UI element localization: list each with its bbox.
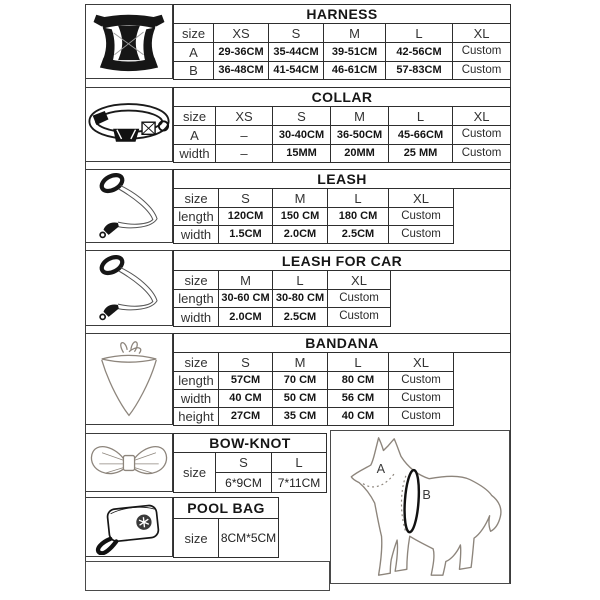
row-label: height: [174, 408, 219, 426]
col-header: S: [269, 24, 324, 43]
size-value: Custom: [389, 226, 454, 244]
bow-knot-size-table: [173, 433, 327, 493]
car-leash-image-box: [85, 250, 173, 326]
row-label: width: [174, 145, 216, 163]
bow-knot-image-box: [85, 433, 173, 492]
spacer-cell: [391, 271, 511, 290]
size-value: 2.0CM: [219, 308, 273, 327]
spacer-cell: [454, 390, 511, 408]
col-header: size: [174, 189, 219, 208]
size-value: Custom: [328, 308, 391, 327]
size-value: 180 CM: [328, 208, 389, 226]
spacer-cell: [454, 408, 511, 426]
size-value: Custom: [453, 62, 511, 80]
col-header: XL: [453, 107, 511, 126]
pool-bag-icon: [87, 499, 171, 555]
bow-knot-title: BOW-KNOT: [174, 434, 327, 453]
size-value: 45-66CM: [389, 126, 453, 145]
size-value: 39-51CM: [324, 43, 386, 62]
size-value: Custom: [389, 208, 454, 226]
col-header: M: [273, 353, 328, 372]
size-value: 57-83CM: [386, 62, 453, 80]
size-value: 41-54CM: [269, 62, 324, 80]
col-header: S: [216, 453, 272, 473]
chest-measure-label: B: [422, 488, 431, 503]
size-value: 35-44CM: [269, 43, 324, 62]
size-value: 25 MM: [389, 145, 453, 163]
leash-title: LEASH: [174, 170, 511, 189]
dog-measurement-diagram: [331, 431, 508, 581]
col-header: S: [219, 353, 273, 372]
spacer-cell: [454, 226, 511, 244]
col-header: XS: [216, 107, 273, 126]
col-header: size: [174, 353, 219, 372]
bottom-empty-box: [85, 561, 330, 591]
col-header: M: [273, 189, 328, 208]
size-value: 2.0CM: [273, 226, 328, 244]
collar-size-table: [173, 87, 511, 163]
size-value: 57CM: [219, 372, 273, 390]
col-header: M: [331, 107, 389, 126]
collar-image-box: [85, 87, 173, 162]
size-value: –: [216, 126, 273, 145]
harness-image-box: [85, 4, 173, 79]
pool-bag-image-box: [85, 497, 173, 557]
car-leash-icon: [89, 254, 169, 322]
neck-measure-label: A: [376, 461, 386, 476]
size-value: 8CM*5CM: [219, 519, 279, 558]
size-value: 1.5CM: [219, 226, 273, 244]
harness-size-table: [173, 4, 511, 80]
col-header: L: [273, 271, 328, 290]
size-value: 35 CM: [273, 408, 328, 426]
leash-size-table: [173, 169, 511, 244]
col-header: S: [273, 107, 331, 126]
spacer-cell: [454, 189, 511, 208]
size-value: –: [216, 145, 273, 163]
size-value: 80 CM: [328, 372, 389, 390]
col-header: size: [174, 24, 214, 43]
pool-bag-size-table: [173, 497, 279, 558]
size-value: 46-61CM: [324, 62, 386, 80]
row-label: size: [174, 453, 216, 493]
size-value: 2.5CM: [328, 226, 389, 244]
col-header: L: [328, 353, 389, 372]
leash-image-box: [85, 169, 173, 243]
size-value: Custom: [453, 126, 511, 145]
col-header: XL: [389, 353, 454, 372]
spacer-cell: [454, 372, 511, 390]
size-value: 56 CM: [328, 390, 389, 408]
row-label: length: [174, 208, 219, 226]
col-header: M: [324, 24, 386, 43]
spacer-cell: [454, 208, 511, 226]
col-header: XS: [214, 24, 269, 43]
col-header: L: [272, 453, 327, 473]
harness-title: HARNESS: [174, 5, 511, 24]
col-header: L: [386, 24, 453, 43]
col-header: XL: [453, 24, 511, 43]
col-header: XL: [328, 271, 391, 290]
bandana-title: BANDANA: [174, 334, 511, 353]
size-value: 120CM: [219, 208, 273, 226]
col-header: size: [174, 107, 216, 126]
row-label: length: [174, 290, 219, 308]
row-label: size: [174, 519, 219, 558]
spacer-cell: [391, 308, 511, 327]
dog-diagram-box: [330, 430, 510, 584]
size-value: Custom: [453, 145, 511, 163]
size-value: 150 CM: [273, 208, 328, 226]
col-header: S: [219, 189, 273, 208]
size-value: 15MM: [273, 145, 331, 163]
row-label: width: [174, 226, 219, 244]
size-value: 42-56CM: [386, 43, 453, 62]
size-value: Custom: [453, 43, 511, 62]
size-value: 2.5CM: [273, 308, 328, 327]
row-label: width: [174, 308, 219, 327]
size-value: 7*11CM: [272, 473, 327, 493]
row-label: length: [174, 372, 219, 390]
spacer-cell: [391, 290, 511, 308]
size-value: Custom: [389, 372, 454, 390]
pool-bag-title: POOL BAG: [174, 498, 279, 519]
size-value: 30-80 CM: [273, 290, 328, 308]
size-value: 27CM: [219, 408, 273, 426]
size-value: 50 CM: [273, 390, 328, 408]
size-value: 36-48CM: [214, 62, 269, 80]
size-value: Custom: [328, 290, 391, 308]
col-header: XL: [389, 189, 454, 208]
harness-icon: [89, 9, 169, 75]
size-value: 30-40CM: [273, 126, 331, 145]
bow-knot-icon: [87, 437, 171, 489]
size-value: 36-50CM: [331, 126, 389, 145]
car-leash-size-table: [173, 250, 511, 327]
leash-icon: [89, 172, 169, 240]
size-value: Custom: [389, 390, 454, 408]
size-value: 20MM: [331, 145, 389, 163]
bandana-size-table: [173, 333, 511, 426]
collar-icon: [88, 95, 170, 155]
row-label: width: [174, 390, 219, 408]
size-value: 30-60 CM: [219, 290, 273, 308]
size-value: 40 CM: [219, 390, 273, 408]
size-value: 6*9CM: [216, 473, 272, 493]
size-value: 40 CM: [328, 408, 389, 426]
size-value: Custom: [389, 408, 454, 426]
row-label: A: [174, 126, 216, 145]
col-header: M: [219, 271, 273, 290]
col-header: L: [328, 189, 389, 208]
col-header: L: [389, 107, 453, 126]
car-leash-title: LEASH FOR CAR: [174, 251, 511, 271]
size-value: 29-36CM: [214, 43, 269, 62]
row-label: B: [174, 62, 214, 80]
size-value: 70 CM: [273, 372, 328, 390]
spacer-cell: [454, 353, 511, 372]
bandana-icon: [89, 336, 169, 422]
bandana-image-box: [85, 333, 173, 425]
row-label: A: [174, 43, 214, 62]
col-header: size: [174, 271, 219, 290]
collar-title: COLLAR: [174, 88, 511, 107]
